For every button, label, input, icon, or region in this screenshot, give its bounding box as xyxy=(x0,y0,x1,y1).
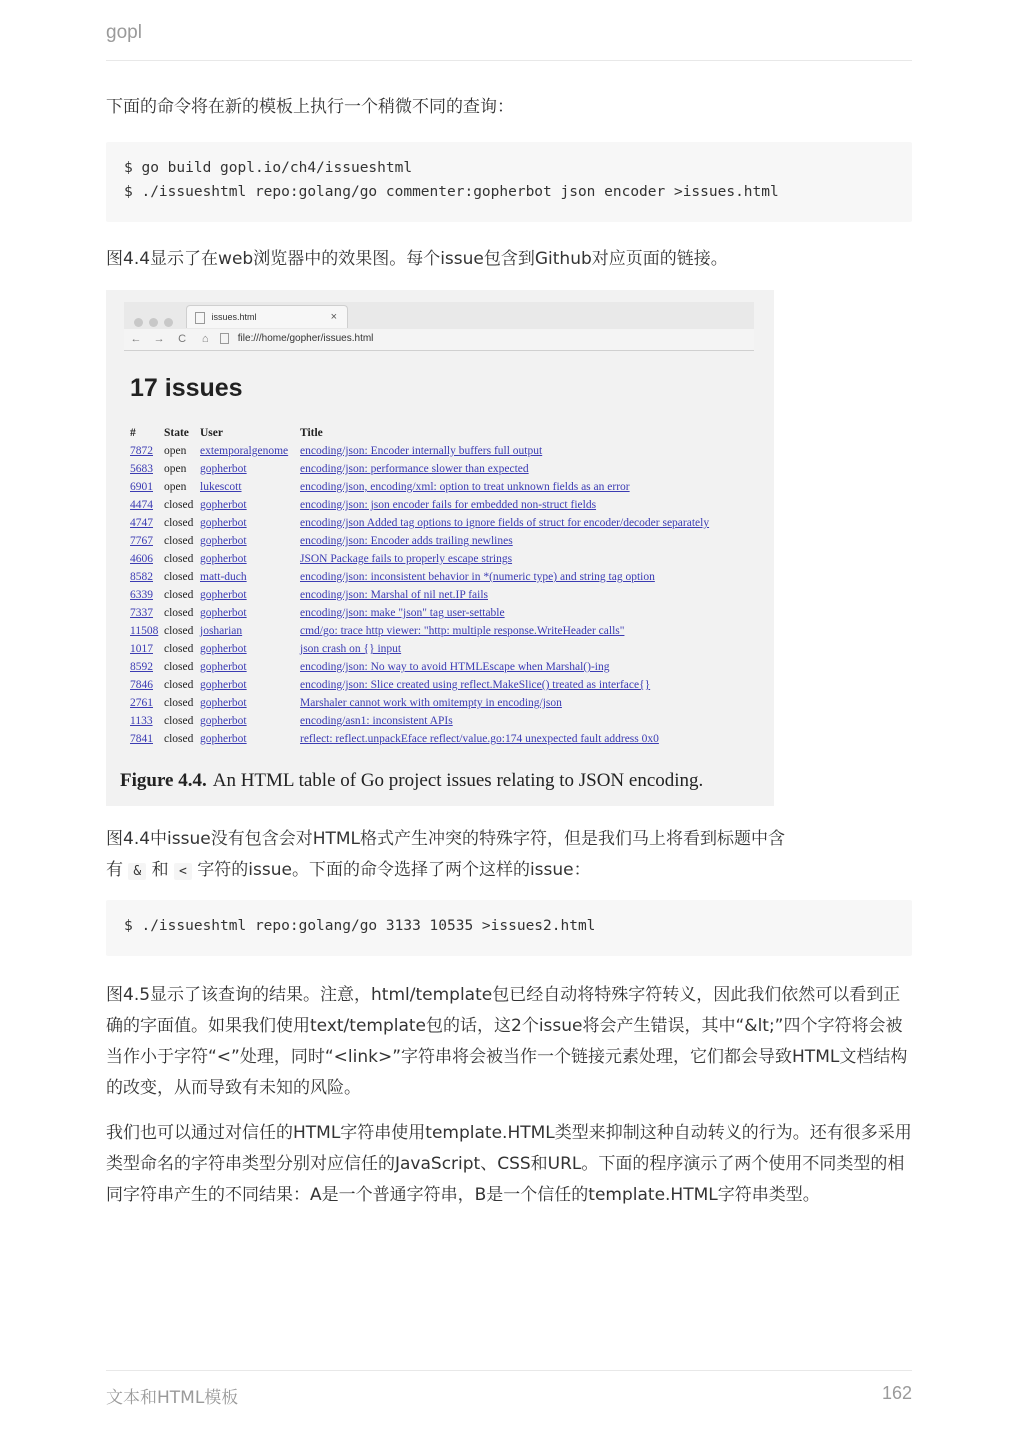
issue-user-cell xyxy=(200,478,300,496)
issue-title-link[interactable]: encoding/json: make "json" tag user-settable xyxy=(300,607,505,619)
issue-number-link[interactable]: 7767 xyxy=(130,535,153,547)
issue-title-cell xyxy=(300,676,713,694)
issue-user-cell xyxy=(200,442,300,460)
issue-state: closed xyxy=(164,553,194,565)
issue-user-cell xyxy=(200,694,300,712)
issue-user-link[interactable]: gopherbot xyxy=(200,589,247,601)
issue-number-link[interactable]: 7337 xyxy=(130,607,153,619)
page-header xyxy=(106,22,912,61)
paragraph-special-chars xyxy=(106,824,912,887)
table-row xyxy=(130,568,713,586)
issue-user-cell xyxy=(200,460,300,478)
issue-number-link[interactable]: 6339 xyxy=(130,589,153,601)
issue-state: closed xyxy=(164,715,194,727)
issue-number-cell xyxy=(130,478,164,496)
issue-number-link[interactable]: 8592 xyxy=(130,661,153,673)
issue-title-link[interactable]: encoding/json: Encoder internally buffers full output xyxy=(300,445,543,457)
issue-title-link[interactable]: cmd/go: trace http viewer: "http: multiple response.WriteHeader calls" xyxy=(300,625,625,637)
issue-number-cell xyxy=(130,550,164,568)
issue-number-cell xyxy=(130,442,164,460)
issue-title-link[interactable]: encoding/json, encoding/xml: option to treat unknown fields as an error xyxy=(300,481,630,493)
page-icon xyxy=(220,333,229,344)
issue-state xyxy=(164,550,200,568)
issue-state: closed xyxy=(164,697,194,709)
browser-navbar xyxy=(124,329,754,350)
table-row xyxy=(130,658,713,676)
issue-title-cell xyxy=(300,568,713,586)
paragraph-line: 图4.4中issue没有包含会对HTML格式产生冲突的特殊字符，但是我们马上将看到标题中含 xyxy=(106,829,786,849)
issue-number-cell xyxy=(130,532,164,550)
issue-number-link[interactable]: 8582 xyxy=(130,571,153,583)
issue-user-cell xyxy=(200,622,300,640)
issue-number-cell xyxy=(130,604,164,622)
issue-user-cell xyxy=(200,730,300,748)
issue-state xyxy=(164,442,200,460)
issue-state: closed xyxy=(164,643,194,655)
table-row xyxy=(130,694,713,712)
table-row xyxy=(130,640,713,658)
issue-number-cell xyxy=(130,640,164,658)
column-header-state: State xyxy=(164,427,189,439)
issue-title-cell xyxy=(300,442,713,460)
paragraph-intro: 下面的命令将在新的模板上执行一个稍微不同的查询： xyxy=(106,97,514,117)
issue-title-cell xyxy=(300,496,713,514)
issue-state: open xyxy=(164,445,187,457)
issue-title-link[interactable]: encoding/json: Encoder adds trailing newlines xyxy=(300,535,513,547)
issue-user-link[interactable]: gopherbot xyxy=(200,499,247,511)
issue-number-link[interactable]: 7846 xyxy=(130,679,153,691)
issue-title-cell xyxy=(300,730,713,748)
issue-number-cell xyxy=(130,514,164,532)
issue-title-cell xyxy=(300,658,713,676)
issue-title-cell xyxy=(300,712,713,730)
inline-code-amp: & xyxy=(128,863,146,880)
issue-title-cell xyxy=(300,622,713,640)
column-header-number: # xyxy=(130,427,136,439)
issue-state: closed xyxy=(164,679,194,691)
issue-user-link[interactable]: gopherbot xyxy=(200,679,247,691)
inline-code-lt: < xyxy=(174,863,192,880)
issue-state: closed xyxy=(164,625,194,637)
issue-title-link[interactable]: Marshaler cannot work with omitempty in encoding/json xyxy=(300,697,562,709)
table-row xyxy=(130,442,713,460)
back-arrow-icon: ← xyxy=(130,333,142,345)
issue-number-link[interactable]: 1133 xyxy=(130,715,153,727)
issue-number-cell xyxy=(130,730,164,748)
table-row xyxy=(130,550,713,568)
issue-title-link[interactable]: json crash on {} input xyxy=(300,643,402,655)
code-block-query xyxy=(106,900,912,956)
issue-number-link[interactable]: 4747 xyxy=(130,517,153,529)
issue-number-cell xyxy=(130,622,164,640)
issue-title-link[interactable]: encoding/json Added tag options to ignore fields of struct for encoder/decoder separately xyxy=(300,517,710,529)
issue-state xyxy=(164,586,200,604)
issue-title-link[interactable]: encoding/json: performance slower than expected xyxy=(300,463,529,475)
issue-title-link[interactable]: encoding/json: Marshal of nil net.IP fails xyxy=(300,589,489,601)
table-row xyxy=(130,604,713,622)
issue-user-cell xyxy=(200,640,300,658)
table-row xyxy=(130,496,713,514)
issue-title-link[interactable]: encoding/json: inconsistent behavior in *(numeric type) and string tag option xyxy=(300,571,655,583)
issue-user-cell xyxy=(200,712,300,730)
code-line: $ ./issueshtml repo:golang/go commenter:gopherbot json encoder >issues.html xyxy=(124,184,779,200)
forward-arrow-icon: → xyxy=(153,333,165,345)
issue-user-cell xyxy=(200,532,300,550)
issue-title-cell xyxy=(300,586,713,604)
issue-title-cell xyxy=(300,478,713,496)
figure-caption xyxy=(120,770,703,792)
issue-state xyxy=(164,622,200,640)
issue-number-link[interactable]: 11508 xyxy=(130,625,159,637)
issue-state xyxy=(164,568,200,586)
address-url: file:///home/gopher/issues.html xyxy=(237,333,374,344)
browser-tab xyxy=(186,305,348,328)
book-title: gopl xyxy=(106,22,142,43)
text-segment: 有 xyxy=(106,860,123,880)
issue-number-link[interactable]: 2761 xyxy=(130,697,153,709)
issue-user-link[interactable]: extemporalgenome xyxy=(200,445,289,457)
browser-chrome xyxy=(124,302,754,351)
home-icon: ⌂ xyxy=(201,333,209,345)
issue-number-link[interactable]: 7841 xyxy=(130,733,153,745)
figure-4-4 xyxy=(106,290,774,806)
table-row xyxy=(130,730,713,748)
table-row xyxy=(130,532,713,550)
issue-state xyxy=(164,730,200,748)
issue-user-cell xyxy=(200,550,300,568)
issue-state: closed xyxy=(164,589,194,601)
issue-number-link[interactable]: 1017 xyxy=(130,643,153,655)
page-icon xyxy=(195,312,205,324)
issue-user-link[interactable]: lukescott xyxy=(200,481,242,493)
issue-title-cell xyxy=(300,640,713,658)
issue-number-cell xyxy=(130,694,164,712)
issue-title-cell xyxy=(300,550,713,568)
maximize-dot-icon xyxy=(164,318,173,327)
issue-title-link[interactable]: encoding/json: No way to avoid HTMLEscape when Marshal()-ing xyxy=(300,661,610,673)
table-row xyxy=(130,514,713,532)
issue-user-link[interactable]: josharian xyxy=(200,625,243,637)
issue-number-cell xyxy=(130,460,164,478)
issue-state: closed xyxy=(164,535,194,547)
issue-state xyxy=(164,694,200,712)
issue-number-link[interactable]: 5683 xyxy=(130,463,153,475)
issue-number-cell xyxy=(130,496,164,514)
issues-heading: 17 issues xyxy=(130,374,243,402)
issue-user-link[interactable]: gopherbot xyxy=(200,607,247,619)
issue-state xyxy=(164,496,200,514)
paragraph-escaping: 图4.5显示了该查询的结果。注意，html/template包已经自动将特殊字符转义，因此我们依然可以看到正确的字面值。如果我们使用text/template包的话，这2个issue将会产生错误，其中“&lt;”四个字符将会被当作小于字符“<”处理，同时“<link>”字符串将会被当作一个链接元素处理，它们都会导致HTML文档结构的改变，从而导致有未知的风险。 xyxy=(106,985,908,1098)
issue-state: closed xyxy=(164,661,194,673)
page-footer xyxy=(106,1370,912,1408)
issue-state xyxy=(164,640,200,658)
table-row xyxy=(130,478,713,496)
paragraph-line xyxy=(106,855,912,887)
caption-label: Figure 4.4. xyxy=(120,770,207,791)
issue-state: closed xyxy=(164,499,194,511)
issue-state: closed xyxy=(164,733,194,745)
issue-user-cell xyxy=(200,586,300,604)
issue-state: closed xyxy=(164,607,194,619)
issue-title-link[interactable]: encoding/json: Slice created using reflect.MakeSlice() treated as interface{} xyxy=(300,679,651,691)
paragraph-figure-ref: 图4.4显示了在web浏览器中的效果图。每个issue包含到Github对应页面的链接。 xyxy=(106,249,728,269)
issue-state: closed xyxy=(164,517,194,529)
column-header-title: Title xyxy=(300,427,323,439)
issue-user-link[interactable]: gopherbot xyxy=(200,661,247,673)
issue-user-link[interactable]: gopherbot xyxy=(200,535,247,547)
issue-state: open xyxy=(164,481,187,493)
reload-icon: C xyxy=(178,333,187,345)
close-icon: × xyxy=(330,311,337,323)
code-line: $ go build gopl.io/ch4/issueshtml xyxy=(124,160,413,176)
table-row xyxy=(130,676,713,694)
issue-title-link[interactable]: reflect: reflect.unpackEface reflect/value.go:174 unexpected fault address 0x0 xyxy=(300,733,659,745)
issue-user-link[interactable]: gopherbot xyxy=(200,733,247,745)
issue-user-link[interactable]: gopherbot xyxy=(200,643,247,655)
issue-user-link[interactable]: gopherbot xyxy=(200,553,247,565)
footer-section-title: 文本和HTML模板 xyxy=(106,1388,239,1408)
issue-state xyxy=(164,478,200,496)
issue-user-link[interactable]: gopherbot xyxy=(200,463,247,475)
issue-user-cell xyxy=(200,568,300,586)
page-number: 162 xyxy=(881,1383,912,1403)
issue-state xyxy=(164,658,200,676)
issue-number-cell xyxy=(130,658,164,676)
column-header-user: User xyxy=(200,427,223,439)
table-row xyxy=(130,712,713,730)
issue-user-cell xyxy=(200,676,300,694)
caption-text: An HTML table of Go project issues relating to JSON encoding. xyxy=(212,770,704,791)
minimize-dot-icon xyxy=(149,318,158,327)
issue-user-link[interactable]: matt-duch xyxy=(200,571,247,583)
issue-state xyxy=(164,712,200,730)
issue-state: open xyxy=(164,463,187,475)
issue-number-link[interactable]: 6901 xyxy=(130,481,153,493)
issue-user-cell xyxy=(200,658,300,676)
issue-title-cell xyxy=(300,532,713,550)
issue-state xyxy=(164,514,200,532)
issue-number-link[interactable]: 4606 xyxy=(130,553,153,565)
issue-user-cell xyxy=(200,514,300,532)
paragraph-trusted-html: 我们也可以通过对信任的HTML字符串使用template.HTML类型来抑制这种自动转义的行为。还有很多采用类型命名的字符串类型分别对应信任的JavaScript、CSS和URL。下面的程序演示了两个使用不同类型的相同字符串产生的不同结果：A是一个普通字符串，B是一个信任的template.HTML字符串类型。 xyxy=(106,1123,912,1205)
issues-table xyxy=(130,424,713,748)
table-row xyxy=(130,586,713,604)
issue-title-cell xyxy=(300,694,713,712)
issue-state: closed xyxy=(164,571,194,583)
text-segment: 字符的issue。下面的命令选择了两个这样的issue： xyxy=(197,860,591,880)
issue-state xyxy=(164,532,200,550)
text-segment: 和 xyxy=(151,860,169,880)
issue-number-cell xyxy=(130,586,164,604)
issue-title-link[interactable]: encoding/json: json encoder fails for embedded non-struct fields xyxy=(300,499,597,511)
issue-number-cell xyxy=(130,676,164,694)
tab-title: issues.html xyxy=(211,312,257,322)
issue-title-link[interactable]: encoding/asn1: inconsistent APIs xyxy=(300,715,453,727)
issue-title-cell xyxy=(300,604,713,622)
issue-state xyxy=(164,460,200,478)
issue-state xyxy=(164,676,200,694)
issue-state xyxy=(164,604,200,622)
issue-title-cell xyxy=(300,514,713,532)
address-bar xyxy=(220,331,740,347)
issue-title-cell xyxy=(300,460,713,478)
table-row xyxy=(130,622,713,640)
table-header-row xyxy=(130,424,713,442)
code-line: $ ./issueshtml repo:golang/go 3133 10535 >issues2.html xyxy=(124,918,596,934)
issue-user-cell xyxy=(200,496,300,514)
table-row xyxy=(130,460,713,478)
issue-number-cell xyxy=(130,568,164,586)
issue-number-link[interactable]: 7872 xyxy=(130,445,153,457)
issue-user-link[interactable]: gopherbot xyxy=(200,697,247,709)
issue-number-link[interactable]: 4474 xyxy=(130,499,153,511)
issue-title-link[interactable]: JSON Package fails to properly escape strings xyxy=(300,553,513,565)
close-dot-icon xyxy=(134,318,143,327)
code-block-build xyxy=(106,142,912,222)
issue-user-link[interactable]: gopherbot xyxy=(200,517,247,529)
issue-user-cell xyxy=(200,604,300,622)
issue-user-link[interactable]: gopherbot xyxy=(200,715,247,727)
issue-number-cell xyxy=(130,712,164,730)
